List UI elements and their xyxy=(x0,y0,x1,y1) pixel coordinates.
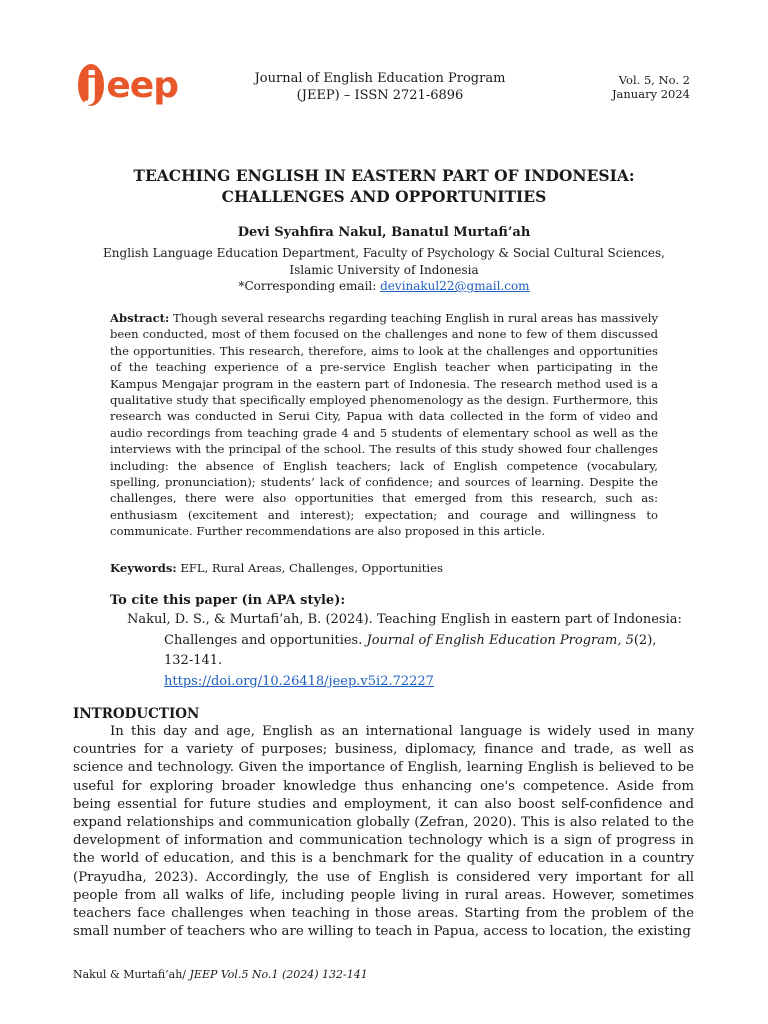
introduction-text: In this day and age, English as an international language is widely used in many countries for a variety of purposes; business, diplomacy, finance and trade, as well as science and technology. Given the importance of English, learning English is believed to be useful for exploring broader knowledge thus enhancing one's competence. Aside from being essential for future studies and employment, it can also boost self-confidence and expand relationships and communication globally (Zefran, 2020). This is also related to the development of information and communication technology which is a sign of progress in the world of education, and this is a benchmark for the quality of education in a country (Prayudha, 2023). Accordingly, the use of English is considered very important for all people from all walks of life, including people living in rural areas. However, sometimes teachers face challenges when teaching in those areas. Starting from the problem of the small number of teachers who are willing to teach in Papua, access to location, the existing xyxy=(73,724,694,940)
paper-title xyxy=(90,165,678,207)
title-line-2: CHALLENGES AND OPPORTUNITIES xyxy=(221,187,547,206)
footer-journal: JEEP Vol.5 No.1 (2024) 132-141 xyxy=(189,968,368,981)
abstract-text: Though several researchs regarding teaching English in rural areas has massively been conducted, most of them focused on the challenges and none to few of them discussed the opportunities. This research, therefore, aims to look at the challenges and opportunities of the teaching experience of a pre-service English teacher when participating in the Kampus Mengajar program in the eastern part of Indonesia. The research method used is a qualitative study that specifically employed phenomenology as the design. Furthermore, this research was conducted in Serui City, Papua with data collected in the form of video and audio recordings from teaching grade 4 and 5 students of elementary school as well as the interviews with the principal of the school. The results of this study showed four challenges including: the absence of English teachers; lack of English competence (vocabulary, spelling, pronunciation); students’ lack of confidence; and sources of learning. Despite the challenges, there were also opportunities that emerged from this research, such as: enthusiasm (excitement and interest); expectation; and courage and willingness to communicate. Further recommendations are also proposed in this article. xyxy=(110,311,658,539)
citation-issue: (2), 132-141. xyxy=(164,632,657,668)
volume-number: Vol. 5, No. 2 xyxy=(618,73,690,87)
email-label: *Corresponding email: xyxy=(238,279,381,293)
issue-date: January 2024 xyxy=(611,87,690,101)
abstract-label: Abstract: xyxy=(110,311,170,325)
logo-j-circle: j xyxy=(78,64,104,106)
citation-journal: Journal of English Education Program, 5 xyxy=(366,632,634,648)
keywords xyxy=(110,560,658,576)
title-line-1: TEACHING ENGLISH IN EASTERN PART OF INDONESIA: xyxy=(133,166,635,185)
volume-info xyxy=(590,73,690,101)
journal-issn: (JEEP) – ISSN 2721-6896 xyxy=(296,88,464,103)
paper-authors: Devi Syahfira Nakul, Banatul Murtafi’ah xyxy=(237,225,531,240)
email-link[interactable]: devinakul22@gmail.com xyxy=(380,279,530,293)
introduction-heading: INTRODUCTION xyxy=(73,706,200,722)
keywords-label: Keywords: xyxy=(110,561,177,575)
footer-authors: Nakul & Murtafi’ah/ xyxy=(73,968,190,981)
corresponding-email xyxy=(80,278,688,295)
citation xyxy=(127,610,684,692)
abstract xyxy=(110,310,658,540)
journal-header xyxy=(240,70,520,104)
page-footer xyxy=(73,968,673,981)
citation-text: Nakul, D. S., & Murtafi’ah, B. (2024). Teaching English in eastern part of Indonesia: Challenges and opportunities. xyxy=(127,612,682,648)
jeep-logo xyxy=(78,60,178,110)
affiliation-line-1: English Language Education Department, Faculty of Psychology & Social Cultural Sciences, xyxy=(103,246,665,260)
affiliation-line-2: Islamic University of Indonesia xyxy=(289,262,479,277)
keywords-text: EFL, Rural Areas, Challenges, Opportunities xyxy=(176,561,443,575)
affiliation xyxy=(80,245,688,295)
doi-link[interactable]: https://doi.org/10.26418/jeep.v5i2.72227 xyxy=(164,673,434,689)
logo-text: eep xyxy=(106,64,178,106)
journal-name: Journal of English Education Program xyxy=(254,71,506,86)
citation-heading: To cite this paper (in APA style): xyxy=(110,593,346,608)
